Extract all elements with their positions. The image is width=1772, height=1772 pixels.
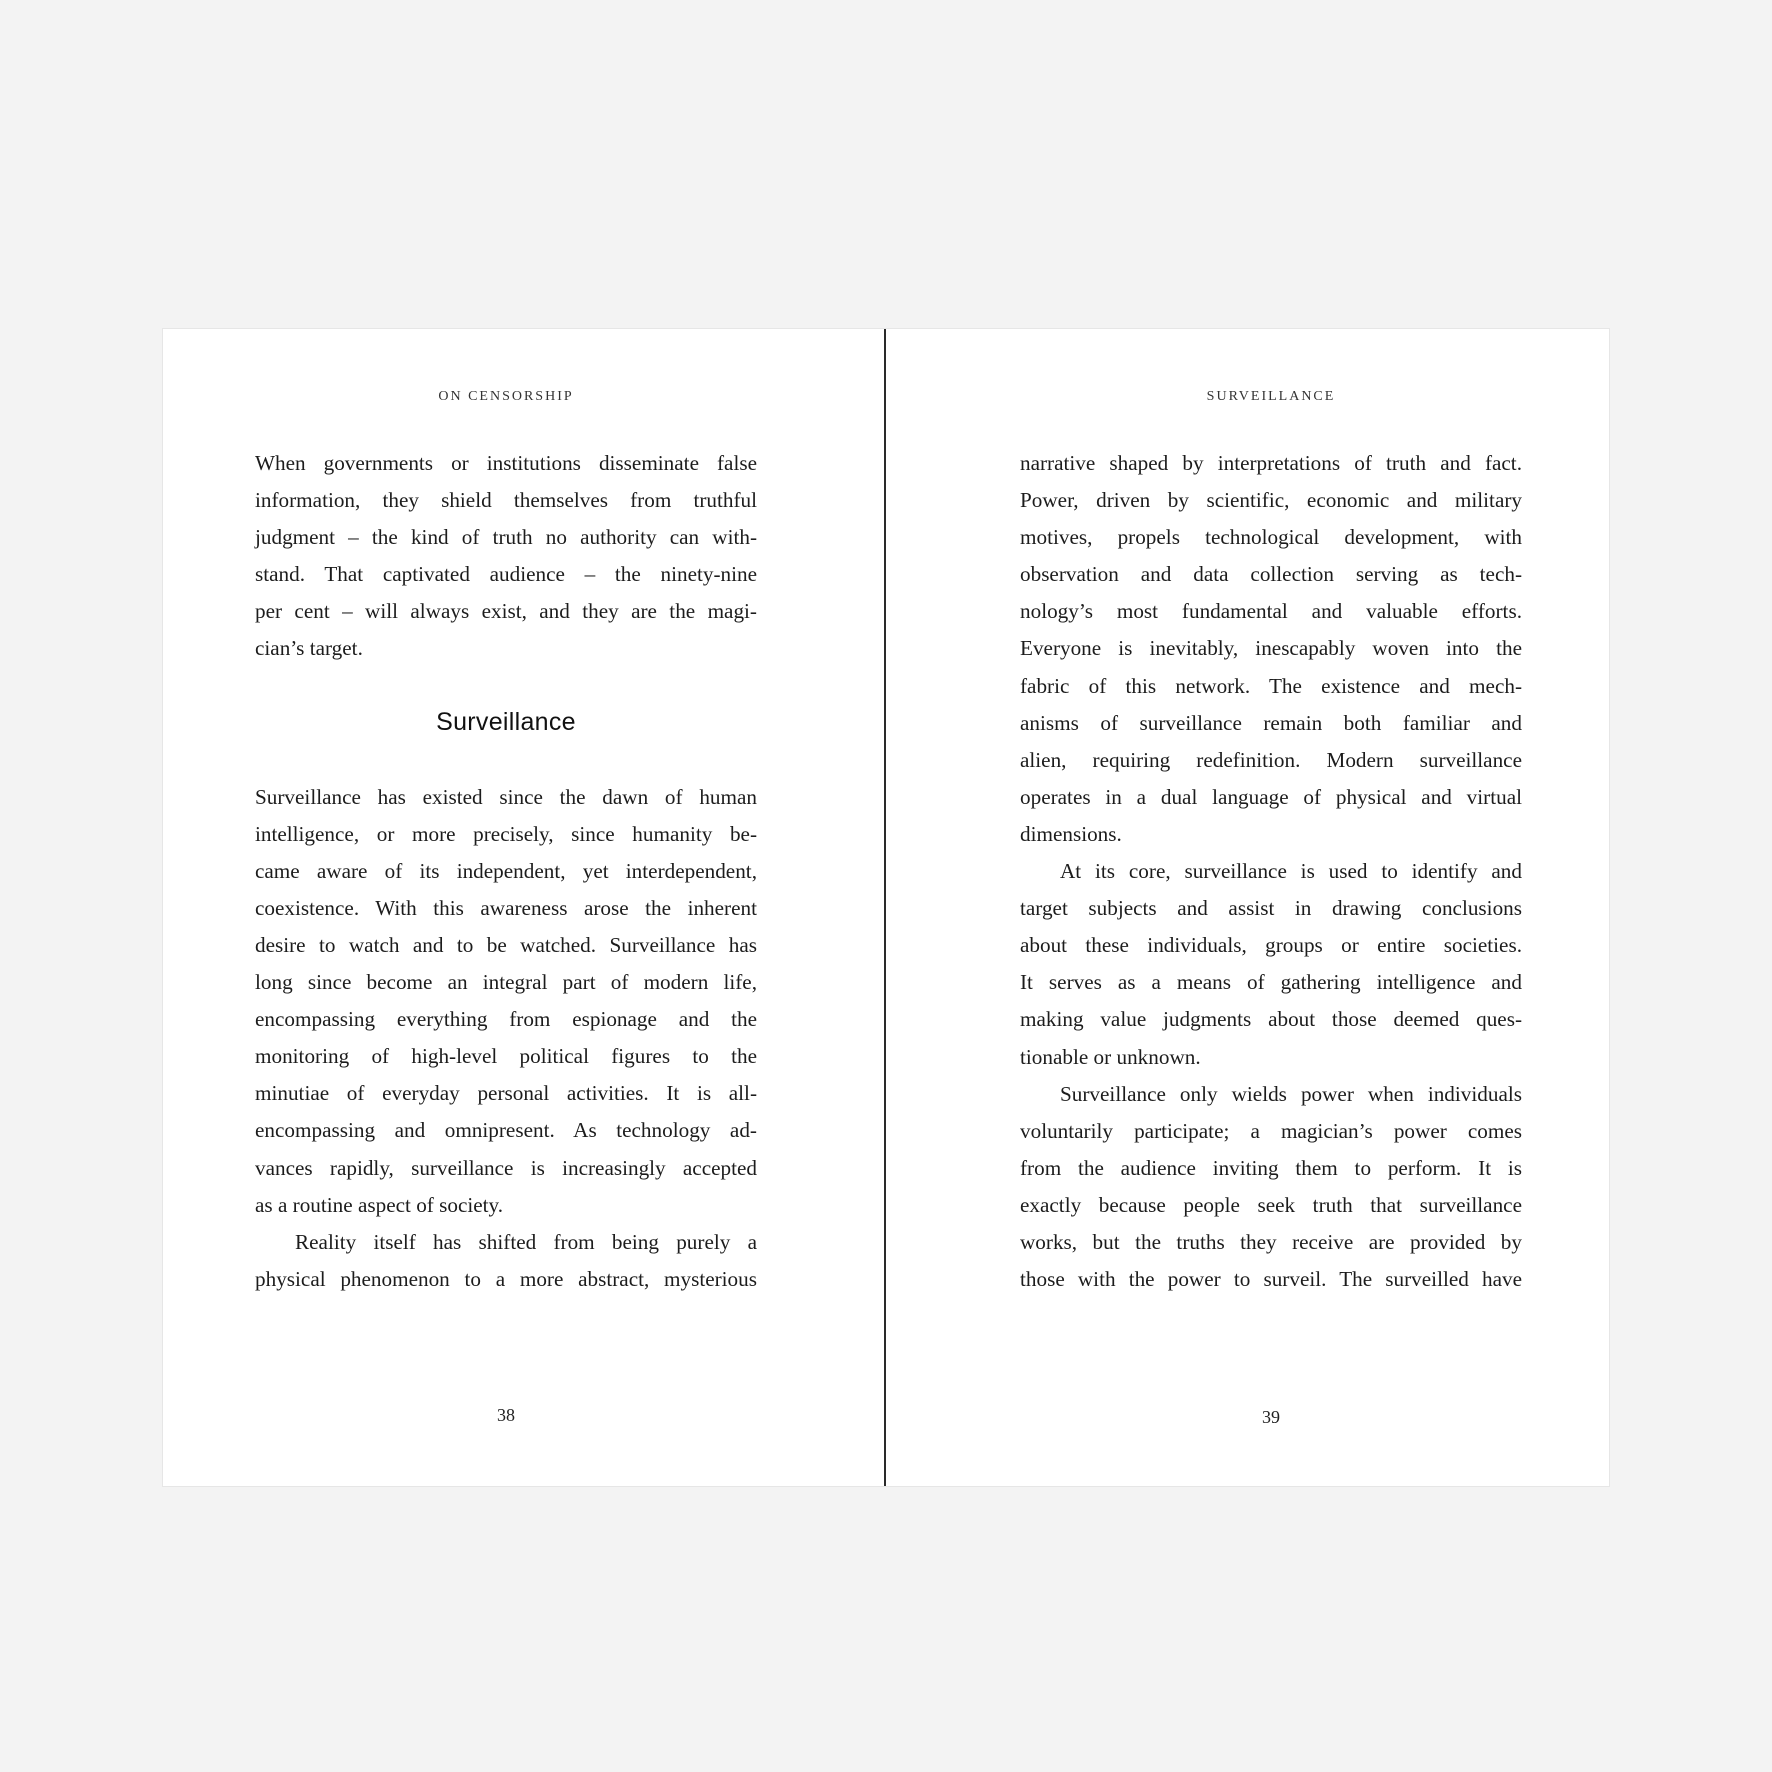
text-line: narrative shaped by interpretations of truth and fact. bbox=[1020, 451, 1522, 475]
left-paragraph-1 bbox=[255, 445, 757, 668]
text-line: works, but the truths they receive are provided by bbox=[1020, 1229, 1522, 1254]
text-line: minutiae of everyday personal activities. It is all- bbox=[255, 1081, 757, 1106]
text-line: desire to watch and to be watched. Surveillance has bbox=[255, 932, 757, 957]
text-line: judgment – the kind of truth no authority can with- bbox=[255, 525, 757, 550]
text-line: anisms of surveillance remain both familiar and bbox=[1020, 710, 1522, 735]
text-line: as a routine aspect of society. bbox=[255, 1192, 504, 1217]
right-paragraph-1 bbox=[1020, 445, 1522, 853]
left-paragraph-3 bbox=[255, 1224, 757, 1298]
right-paragraph-3 bbox=[1020, 1076, 1522, 1299]
text-line: came aware of its independent, yet interdependent, bbox=[255, 858, 757, 883]
text-line: voluntarily participate; a magician’s power comes bbox=[1020, 1118, 1522, 1143]
text-line: At its core, surveillance is used to identify and bbox=[1060, 859, 1522, 884]
page-number-right: 39 bbox=[1262, 1407, 1280, 1427]
text-line: per cent – will always exist, and they are the magi- bbox=[255, 599, 757, 624]
text-line: encompassing everything from espionage and the bbox=[255, 1007, 757, 1032]
text-line: monitoring of high-level political figures to the bbox=[255, 1044, 757, 1069]
text-line: vances rapidly, surveillance is increasingly accepted bbox=[255, 1155, 757, 1180]
text-line: Reality itself has shifted from being purely a bbox=[295, 1229, 757, 1254]
text-line: encompassing and omnipresent. As technology ad- bbox=[255, 1118, 757, 1143]
right-page bbox=[886, 329, 1609, 1486]
left-paragraph-2 bbox=[255, 779, 757, 1224]
text-line: coexistence. With this awareness arose the inherent bbox=[255, 895, 757, 920]
text-line: dimensions. bbox=[1020, 821, 1122, 846]
text-line: making value judgments about those deemed ques- bbox=[1020, 1007, 1522, 1032]
text-line: When governments or institutions disseminate false bbox=[255, 451, 757, 475]
text-line: fabric of this network. The existence and mech- bbox=[1020, 673, 1522, 698]
text-line: information, they shield themselves from truthful bbox=[255, 488, 757, 513]
text-line: Everyone is inevitably, inescapably woven into the bbox=[1020, 636, 1522, 661]
text-line: Surveillance has existed since the dawn of human bbox=[255, 784, 757, 809]
right-text-block bbox=[1020, 445, 1522, 1298]
text-line: intelligence, or more precisely, since humanity be- bbox=[255, 821, 757, 846]
text-line: observation and data collection serving as tech- bbox=[1020, 562, 1522, 587]
section-title: Surveillance bbox=[436, 707, 576, 736]
page-number-left: 38 bbox=[497, 1405, 515, 1425]
right-paragraph-2 bbox=[1020, 853, 1522, 1076]
text-line: tionable or unknown. bbox=[1020, 1044, 1201, 1069]
text-line: cian’s target. bbox=[255, 636, 363, 661]
text-line: It serves as a means of gathering intelligence and bbox=[1020, 970, 1522, 995]
text-line: motives, propels technological development, with bbox=[1020, 525, 1522, 550]
text-line: those with the power to surveil. The surveilled have bbox=[1020, 1267, 1522, 1292]
text-line: stand. That captivated audience – the ninety-nine bbox=[255, 562, 757, 587]
text-line: alien, requiring redefinition. Modern surveillance bbox=[1020, 747, 1522, 772]
text-line: operates in a dual language of physical and virtual bbox=[1020, 784, 1522, 809]
text-line: Surveillance only wields power when individuals bbox=[1060, 1081, 1522, 1106]
text-line: exactly because people seek truth that surveillance bbox=[1020, 1192, 1522, 1217]
text-line: target subjects and assist in drawing conclusions bbox=[1020, 896, 1522, 921]
left-text-block bbox=[255, 445, 757, 1298]
text-line: nology’s most fundamental and valuable efforts. bbox=[1020, 599, 1522, 624]
running-head-right: SURVEILLANCE bbox=[1206, 389, 1336, 404]
text-line: physical phenomenon to a more abstract, mysterious bbox=[255, 1266, 757, 1291]
text-line: Power, driven by scientific, economic and military bbox=[1020, 488, 1522, 513]
text-line: long since become an integral part of modern life, bbox=[255, 970, 757, 995]
left-page bbox=[163, 329, 884, 1486]
text-line: from the audience inviting them to perform. It is bbox=[1020, 1155, 1522, 1180]
text-line: about these individuals, groups or entire societies. bbox=[1020, 933, 1522, 958]
book-spread bbox=[163, 329, 1609, 1486]
running-head-left: ON CENSORSHIP bbox=[438, 389, 574, 404]
